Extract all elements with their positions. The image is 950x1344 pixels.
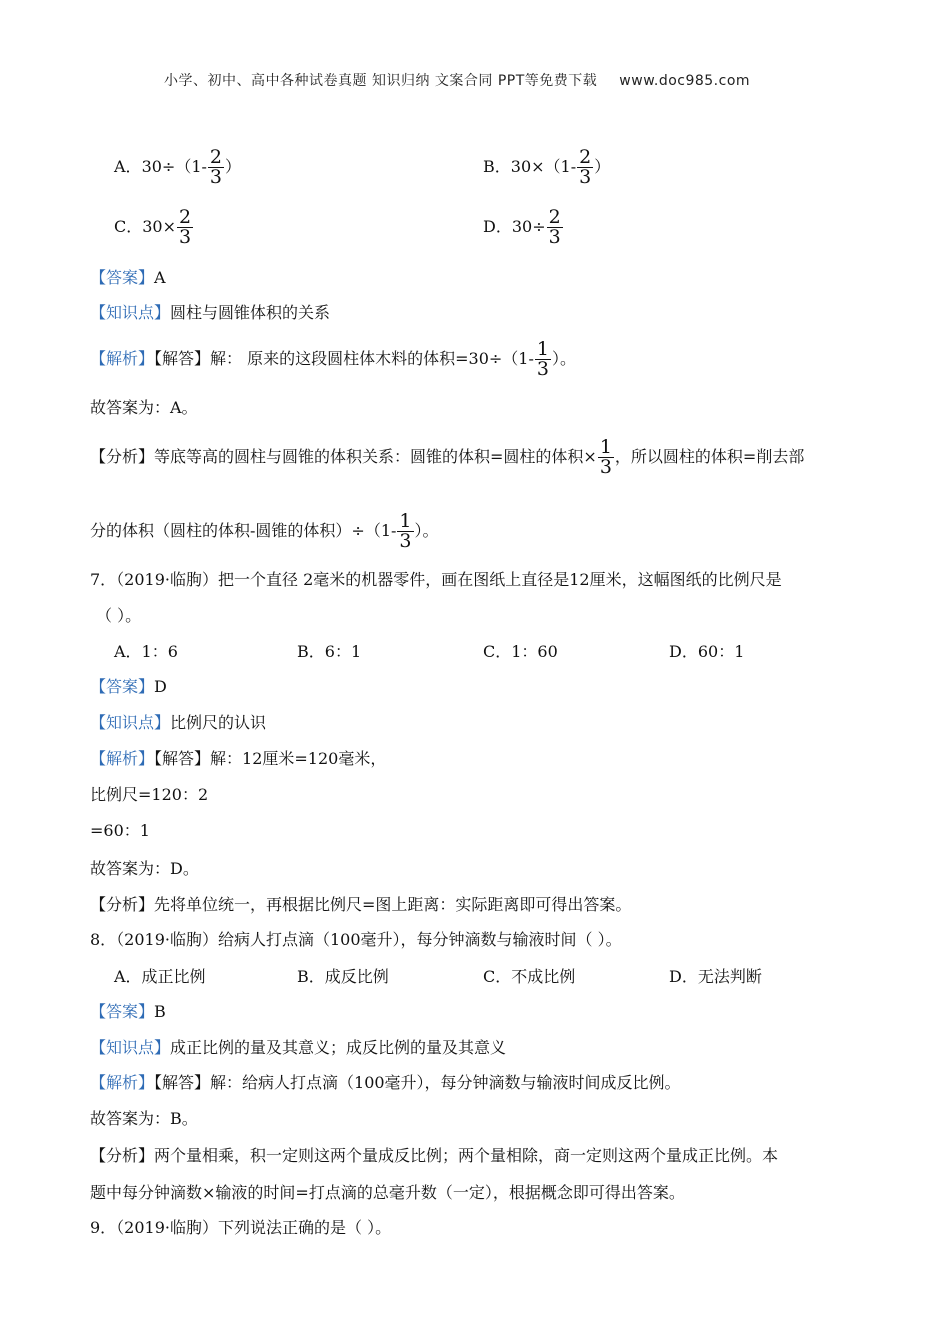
fraction [547,208,563,247]
q8-reasoning-line-2: 题中每分钟滴数×输液的时间=打点滴的总毫升数（一定），根据概念即可得出答案。 [90,1183,685,1202]
q7-reasoning: 【分析】先将单位统一，再根据比例尺=图上距离：实际距离即可得出答案。 [90,895,632,914]
q7-stem-line-1: 7．（2019·临朐）把一个直径 2毫米的机器零件，画在图纸上直径是12厘米，这幅图纸的比例尺是 [90,570,782,589]
numerator: 2 [548,206,561,228]
numerator: 2 [209,146,223,168]
answer-value: B [154,1002,166,1021]
option-text: 30÷ [511,217,546,236]
q6-conclusion: 故答案为：A。 [90,398,198,417]
denominator: 3 [548,226,561,248]
knowledge-tag: 【知识点】 [90,1038,171,1057]
denominator: 3 [209,166,223,188]
q8-option-a: A．成正比例 [114,967,206,986]
denominator: 3 [179,226,192,248]
numerator: 2 [179,206,192,228]
reasoning-text: 分的体积（圆柱的体积-圆锥的体积）÷（1- [90,521,397,540]
option-label: D． [483,217,512,236]
option-text-end: ） [594,157,611,176]
reasoning-text: 【分析】等底等高的圆柱与圆锥的体积关系：圆锥的体积=圆柱的体积× [90,447,597,466]
q6-option-c [114,208,194,247]
q6-reasoning-line-1 [90,438,804,477]
q7-analysis [90,749,386,769]
denominator: 3 [599,456,612,478]
numerator: 1 [599,436,612,458]
q8-option-b: B．成反比例 [297,967,389,986]
knowledge-text: 圆柱与圆锥体积的关系 [170,303,331,322]
q6-reasoning-line-2 [90,512,439,551]
option-text: 30×（1- [510,157,577,176]
fraction [397,512,413,551]
q8-reasoning-line-1: 【分析】两个量相乘，积一定则这两个量成反比例；两个量相除，商一定则这两个量成正比例。本 [90,1146,779,1165]
q8-conclusion: 故答案为：B。 [90,1109,198,1128]
fraction [208,148,224,187]
q6-knowledge-point [90,303,330,323]
reasoning-text-end: ，所以圆柱的体积=削去部 [614,447,805,466]
denominator: 3 [536,358,549,380]
answer-tag: 【答案】 [90,268,155,287]
fraction [177,208,193,247]
analysis-tag: 【解析】 [90,1073,155,1092]
answer-value: D [154,677,167,696]
answer-tag: 【答案】 [90,677,155,696]
numerator: 1 [399,510,412,532]
option-text: 30÷（1- [141,157,207,176]
option-label: A． [114,157,142,176]
numerator: 2 [579,146,592,168]
q7-stem-line-2: （ ）。 [96,606,142,625]
answer-value: A [154,268,166,287]
numerator: 1 [536,338,549,360]
q8-stem: 8．（2019·临朐）给病人打点滴（100毫升），每分钟滴数与输液时间（ ）。 [90,930,622,949]
option-text-end: ） [225,157,242,176]
q6-analysis [90,340,576,379]
analysis-tag: 【解析】 [90,349,155,368]
q7-analysis-line-3: =60：1 [90,821,150,840]
analysis-text: 【解答】解：给病人打点滴（100毫升），每分钟滴数与输液时间成反比例。 [154,1073,681,1092]
option-text: 30× [142,217,177,236]
option-label: B． [483,157,511,176]
q6-option-b [483,148,610,187]
q7-option-d: D．60：1 [669,642,745,661]
q9-stem: 9．（2019·临朐）下列说法正确的是（ ）。 [90,1218,392,1237]
denominator: 3 [399,530,412,552]
header-title: 小学、初中、高中各种试卷真题 知识归纳 文案合同 PPT等免费下载 [164,73,598,89]
q7-option-a: A．1：6 [114,642,178,661]
fraction [535,340,551,379]
q8-answer [90,1002,166,1022]
analysis-text: 【解答】解： 原来的这段圆柱体木料的体积=30÷（1- [154,349,534,368]
option-label: C． [114,217,143,236]
q7-knowledge-point [90,713,266,733]
q8-option-c: C．不成比例 [483,967,576,986]
fraction [598,438,614,477]
page-header [164,70,750,90]
reasoning-text-end: ）。 [414,521,439,540]
analysis-tag: 【解析】 [90,749,155,768]
answer-tag: 【答案】 [90,1002,155,1021]
q7-analysis-line-2: 比例尺=120：2 [90,785,209,804]
q7-conclusion: 故答案为：D。 [90,859,199,878]
knowledge-text: 成正比例的量及其意义；成反比例的量及其意义 [170,1038,507,1057]
q6-option-d [483,208,564,247]
knowledge-tag: 【知识点】 [90,303,171,322]
q8-knowledge-point [90,1038,506,1058]
q8-option-d: D．无法判断 [669,967,762,986]
analysis-text-end: ）。 [551,349,576,368]
fraction [577,148,593,187]
q7-option-b: B．6：1 [297,642,362,661]
q7-answer [90,677,167,697]
knowledge-text: 比例尺的认识 [170,713,267,732]
knowledge-tag: 【知识点】 [90,713,171,732]
header-url: www.doc985.com [619,73,751,89]
denominator: 3 [579,166,592,188]
q8-analysis [90,1073,681,1093]
q6-option-a [114,148,241,187]
q7-option-c: C．1：60 [483,642,558,661]
q6-answer [90,268,166,288]
analysis-text: 【解答】解：12厘米=120毫米， [154,749,387,768]
